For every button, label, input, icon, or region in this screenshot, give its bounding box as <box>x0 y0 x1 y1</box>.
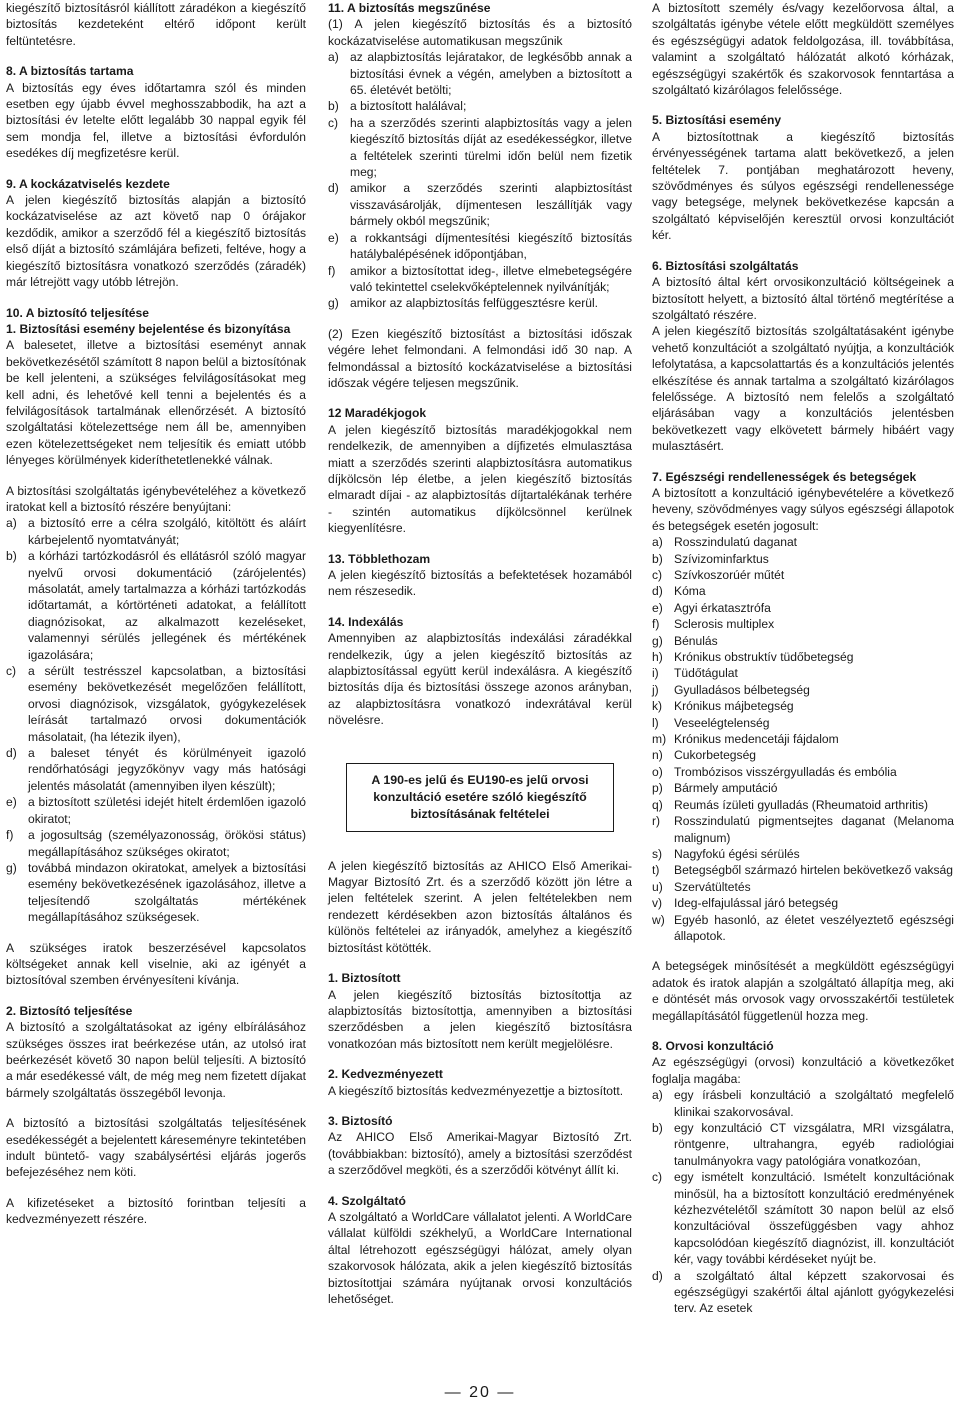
section-9-title: 9. A kockázatviselés kezdete <box>6 176 170 191</box>
supp-8-title: 8. Orvosi konzultáció <box>652 1038 774 1053</box>
list-item: f) amikor a biztosítottat ideg-, illetve elmebetegségére való tekintettel cselekvőképtelennek nyilvánítják; <box>328 263 632 294</box>
supp-2-text: A kiegészítő biztosítás kedvezményezettje a biztosított. <box>328 1083 624 1098</box>
supp-6-text-1: A biztosító által kért orvosikonzultáció költségeinek a biztosított helyett, a biztosító által történő megtérítése a szolgáltató részére. <box>652 275 954 322</box>
section-12-title: 12 Maradékjogok <box>328 406 427 421</box>
intro-text: kiegészítő biztosításról kiállított záradékon a kiegészítő biztosítás kezdeteként eltérő időpont került feltüntetésre. <box>6 1 306 48</box>
termination-list <box>328 49 632 312</box>
section-10-2-text-2: A biztosító a biztosítási szolgáltatás teljesítésének esedékességét a bejelentett káreseményre tekintetében indult büntető- vagy szabálysértési eljárás jogerős befejezéséhez nem köti. <box>6 1116 306 1180</box>
docs-list <box>6 515 306 925</box>
list-item: e) a biztosított születési idejét hitelt érdemlően igazoló okiratot; <box>6 795 306 826</box>
supp-5-text: A biztosítottnak a kiegészítő biztosítás érvényességének tartama alatt bekövetkező, a jelen feltételek 7. pontjában meghatározott heveny, szövődményes és súlyos egészségi rendellenessége vagy betegsége, melynek bekövetkezése kapcsán a szolgáltató képviselőjén keresztül orvosi konzultációt kér. <box>652 129 954 243</box>
supp-4-text-cont: A biztosított személy és/vagy kezelőorvosa által, a szolgáltatás igénybe vétele előtt megküldött személyes és egészségügyi adatok feldolgozása, ill. továbbítása, valamint a szolgáltató hálózatát alkotó kórházak, egészségügyi szakértők és szakorvosok fenntartása a szolgáltató kizárólagos felelőssége. <box>652 1 954 98</box>
supp-5-title: 5. Biztosítási esemény <box>652 113 782 128</box>
section-14-title: 14. Indexálás <box>328 614 404 629</box>
section-8-text: A biztosítás egy éves időtartamra szól és minden esetben egy újabb évvel meghosszabbodik, ha azt a biztosítási év letelte előtt legalább 30 nappal egyik fél sem mondja fel, illetve a biztosítási évfordulón esedékes díj megfizetésre kerül. <box>6 80 306 161</box>
list-item: g) Bénulás <box>652 633 718 648</box>
list-item: d) Kóma <box>652 584 706 599</box>
list-item: d) a baleset tényét és körülményeit igazoló rendőrhatósági jegyzőkönyv vagy más hatósági jelentés másolatát (amennyiben ilyen készült); <box>6 746 306 793</box>
list-item: j) Gyulladásos bélbetegség <box>652 682 810 697</box>
list-item: m) Krónikus medencetáji fájdalom <box>652 732 839 747</box>
section-11-1-text: (1) A jelen kiegészítő biztosítás és a biztosító kockázatviselése automatikusan megszűnik <box>328 17 632 48</box>
supp-4-text: A szolgáltató a WorldCare vállalatot jelenti. A WorldCare vállalat külföldi székhelyű, a WorldCare International által létrehozott egészségügyi hálózat, amely olyan szakorvosok hálózata, akik a jelen kiegészítő biztosítás biztosítottjai számára nyújtanak orvosi konzultációs lehetőséget. <box>328 1209 632 1306</box>
list-item: h) Krónikus obstruktív tüdőbetegség <box>652 650 854 665</box>
list-item: p) Bármely amputáció <box>652 781 778 796</box>
list-item: g) továbbá mindazon okiratokat, amelyek a biztosítási esemény bekövetkezésének igazolásához, illetve a teljesítendő szolgáltatás mértékének megállapításához szükségesek. <box>6 860 306 925</box>
supp-7-after: A betegségek minősítését a megküldött egészségügyi adatok és iratok alapján a szolgáltató állapítja meg, aki e döntését más orvosok vagy orvosszakértői testületek megállapításától függetlenül hozza meg. <box>652 959 954 1023</box>
supp-6-text-2: A jelen kiegészítő biztosítás szolgáltatásaként igénybe vehető konzultációt a szolgáltató nyújtja, a konzultációk lefolytatása, a kapcsolattartás és a konzultációs jelentés elkészítése és annak tartalma a szolgáltató kizárólagos felelőssége. A biztosító nem felelős a szolgáltató eljárásában vagy a konzultációs jelentésben bekövetkezett vagy elkövetett bármely hibáért vagy mulasztásért. <box>652 324 954 454</box>
supplement-title-box: A 190-es jelű és EU190-es jelű orvosi konzultáció esetére szóló kiegészítő biztosításának feltételei <box>346 763 614 832</box>
section-14-text: Amennyiben az alapbiztosítás indexálási záradékkal rendelkezik, úgy a jelen kiegészítő biztosítás az alapbiztosítással együtt kerül indexálásra. A kiegészítő biztosítás díja és biztosítási összege azonos arányban, az alapbiztosításra vonatkozó indexrátával kerül növelésre. <box>328 631 632 728</box>
list-item: c) a sérült testrésszel kapcsolatban, a biztosítási esemény bekövetkezését megelőzően felállított, orvosi diagnózisok, vizsgálatok, gyógykezelések leírását tartalmazó orvosi dokumentációk másolatait, (ha létezik ilyen), <box>6 664 306 744</box>
list-item: k) Krónikus májbetegség <box>652 699 794 714</box>
list-item: c) egy ismételt konzultáció. Ismételt konzultációnak minősül, ha a biztosított konzultáció eredményének kézhezvételétől számított 30 napon belül az első konzultációval összefüggésben vagy ahhoz kapcsolódóan kiegészítő diagnózist, ill. konzultációt kér, vagy további kérdéseket nyújt be. <box>652 1170 954 1267</box>
list-item: a) Rosszindulatú daganat <box>652 535 798 550</box>
supp-7-title: 7. Egészségi rendellenességek és betegségek <box>652 469 917 484</box>
supp-3-text: Az AHICO Első Amerikai-Magyar Biztosító Zrt. (továbbiakban: biztosító), amely a biztosítási szerződést a szerződővel megköti, és a szerződői kötvényt állít ki. <box>328 1130 632 1178</box>
column-middle <box>328 0 632 1307</box>
supp-2-title: 2. Kedvezményezett <box>328 1067 443 1082</box>
list-item: e) a rokkantsági díjmentesítési kiegészítő biztosítás hatálybalépésének időpontjában, <box>328 230 632 262</box>
list-item: t) Betegségből származó hirtelen bekövetkező vakság <box>652 863 953 878</box>
supp-8-text: Az egészségügyi (orvosi) konzultáció a következőket foglalja magába: <box>652 1055 954 1086</box>
list-item: f) Sclerosis multiplex <box>652 617 775 632</box>
section-10-2-text-3: A kifizetéseket a biztosító forintban teljesíti a kedvezményezett részére. <box>6 1195 306 1227</box>
list-item: w) Egyéb hasonló, az életet veszélyeztető egészségi állapotok. <box>652 912 954 943</box>
list-item: a) a biztosító erre a célra szolgáló, kitöltött és aláírt kárbejelentő nyomtatványát; <box>6 516 306 547</box>
section-12-text: A jelen kiegészítő biztosítás maradékjogokkal nem rendelkezik, de amennyiben a díjfizetés elmulasztása miatt a szerződés szerinti alapbiztosításra automatikus díjkölcsön lép életbe, a jelen kiegészítő biztosítás elmaradt díjai - az alapbiztosítás díjtartalékának terhére - szintén automatikus díjkölcsönnel kerülnek kiegyenlítésre. <box>328 422 632 536</box>
list-item: f) a jogosultság (személyazonosság, örökösi státus) megállapításához szükséges okiratot; <box>6 828 306 859</box>
list-item: i) Tüdőtágulat <box>652 666 738 681</box>
list-item: l) Veseelégtelenség <box>652 715 770 730</box>
list-item: b) egy konzultáció CT vizsgálatra, MRI vizsgálatra, röntgenre, ultrahangra, egyéb radiológiai tanulmányokra vagy patológiára vonatkozóan, <box>652 1121 954 1168</box>
section-11-2-text: (2) Ezen kiegészítő biztosítást a biztosítási időszak végére lehet felmondani. A felmondási idő 30 nap. A felmondással a biztosító kockázatviselése a biztosítási időszak végére teljesen megszűnik. <box>328 326 632 390</box>
page-number: — 20 — <box>444 1384 516 1401</box>
supp-4-title: 4. Szolgáltató <box>328 1193 406 1208</box>
list-item: r) Rosszindulatú pigmentsejtes daganat (Melanoma malignum) <box>652 814 954 845</box>
section-9-text: A jelen kiegészítő biztosítás alapján a biztosító kockázatviselése az azt követő nap 0 órájakor kezdődik, amikor a szerződő fél a kiegészítő biztosítás első díját a biztosító számlájára befizeti, feltéve, hogy a kiegészítő biztosításra vonatkozó szerződés (záradék) már létrejött vagy utóbb létrejön. <box>6 193 306 290</box>
list-item: c) Szívkoszorúér műtét <box>652 568 785 582</box>
list-item: b) a biztosított halálával; <box>328 99 467 114</box>
section-13-title: 13. Többlethozam <box>328 551 431 566</box>
column-right <box>652 0 954 1317</box>
list-item: d) a szolgáltató által képzett szakorvosai és egészségügyi szakértői által ajánlott gyógykezelési terv. Az esetek <box>652 1268 954 1316</box>
supp-1-title: 1. Biztosított <box>328 971 401 986</box>
section-10-1-title: 1. Biztosítási esemény bejelentése és bizonyítása <box>6 321 291 336</box>
list-item: c) ha a szerződés szerinti alapbiztosítás vagy a jelen kiegészítő biztosítás díját az esedékességkor, illetve a feltételek szerinti türelmi időn belül nem fizetik meg; <box>328 115 632 180</box>
list-item: u) Szervátültetés <box>652 879 751 894</box>
section-8-title: 8. A biztosítás tartama <box>6 64 134 79</box>
section-10-2-text-1: A biztosító a szolgáltatásokat az igény elbírálásához szükséges összes irat beérkezése után, az utolsó irat beérkezését követő 30 napon belül teljesíti. A biztosító a már esedékessé vált, de még meg nem fizetett díjakat bármely szolgáltatás összegéből levonja. <box>6 1020 306 1100</box>
section-10-1-text: A balesetet, illetve a biztosítási eseményt annak bekövetkezésétől számított 8 napon belül a biztosítónak be kell jelenteni, a szükséges felvilágosításokat meg kell adni, és lehetővé kell tenni a bejelentés és a felvilágosítások tartalmának ellenőrzését. A biztosító szolgáltatási kötelezettsége nem áll be, amennyiben ezen kötelezettségeket nem teljesítik és emiatt utóbb lényeges körülmények kideríthetetlenekké válnak. <box>6 338 306 468</box>
list-item: v) Ideg-elfajulással járó betegség <box>652 896 839 911</box>
list-item: e) Agyi érkatasztrófa <box>652 600 771 615</box>
list-item: g) amikor az alapbiztosítás felfüggesztésre kerül. <box>328 296 599 311</box>
supplement-intro: A jelen kiegészítő biztosítás az AHICO Első Amerikai-Magyar Biztosító Zrt. és a szerződő között jön létre a jelen feltételek szerint. A jelen feltételekben nem rendezett kérdésekben azon biztosítás általános és különös feltételei az irányadók, amelyhez a kiegészítő biztosítást kötötték. <box>328 858 632 955</box>
docs-cost-text: A szükséges iratok beszerzésével kapcsolatos költségeket annak kell viselnie, aki az igényét a biztosítóval szemben érvényesíteni kívánja. <box>6 940 306 988</box>
supp-1-text: A jelen kiegészítő biztosítás biztosítottja az alapbiztosítás biztosítottja, amennyiben a biztosítási szerződésben a jelen kiegészítő biztosításra vonatkozóan más biztosított nem került megjelölésre. <box>328 987 632 1051</box>
consultation-list <box>652 1087 954 1317</box>
section-11-title: 11. A biztosítás megszűnése <box>328 1 491 15</box>
supp-3-title: 3. Biztosító <box>328 1113 393 1128</box>
list-item: b) Szívizominfarktus <box>652 551 769 566</box>
list-item: a) egy írásbeli konzultáció a szolgáltató megfelelő klinikai szakorvosával. <box>652 1088 954 1119</box>
supp-6-title: 6. Biztosítási szolgáltatás <box>652 258 799 273</box>
docs-intro: A biztosítási szolgáltatás igénybevételéhez a következő iratokat kell a biztosító részére benyújtani: <box>6 483 306 514</box>
section-10-title: 10. A biztosító teljesítése <box>6 305 149 320</box>
list-item: o) Trombózisos visszérgyulladás és embólia <box>652 764 897 779</box>
column-left <box>6 0 306 1228</box>
list-item: b) a kórházi tartózkodásról és ellátásról szóló magyar nyelvű orvosi dokumentáció (zárójelentés) másolatát, amely tartalmazza a kórházi tartózkodás időtartamát, a kórtörténeti adatokat, a felállított diagnózisokat, az alkalmazott kezeléseket, valamennyi sérülés jellegének és mértékének igazolására; <box>6 549 306 662</box>
list-item: q) Reumás ízületi gyulladás (Rheumatoid arthritis) <box>652 797 929 812</box>
list-item: a) az alapbiztosítás lejáratakor, de legkésőbb annak a biztosítási évnek a végén, amelyben a biztosított a 65. életévét betölti; <box>328 50 632 98</box>
supp-7-text: A biztosított a konzultáció igénybevételére a következő heveny, szövődményes vagy súlyos egészségi állapotok és betegségek esetén jogosult: <box>652 485 954 533</box>
list-item: n) Cukorbetegség <box>652 748 757 763</box>
list-item: s) Nagyfokú égési sérülés <box>652 846 800 861</box>
section-10-2-title: 2. Biztosító teljesítése <box>6 1003 133 1018</box>
list-item: d) amikor a szerződés szerinti alapbiztosítást visszavásárolják, díjmentesen leszállítják vagy bármely okból megszűnik; <box>328 181 632 229</box>
conditions-list <box>652 534 954 944</box>
section-13-text: A jelen kiegészítő biztosítás a befektetések hozamából nem részesedik. <box>328 568 632 599</box>
